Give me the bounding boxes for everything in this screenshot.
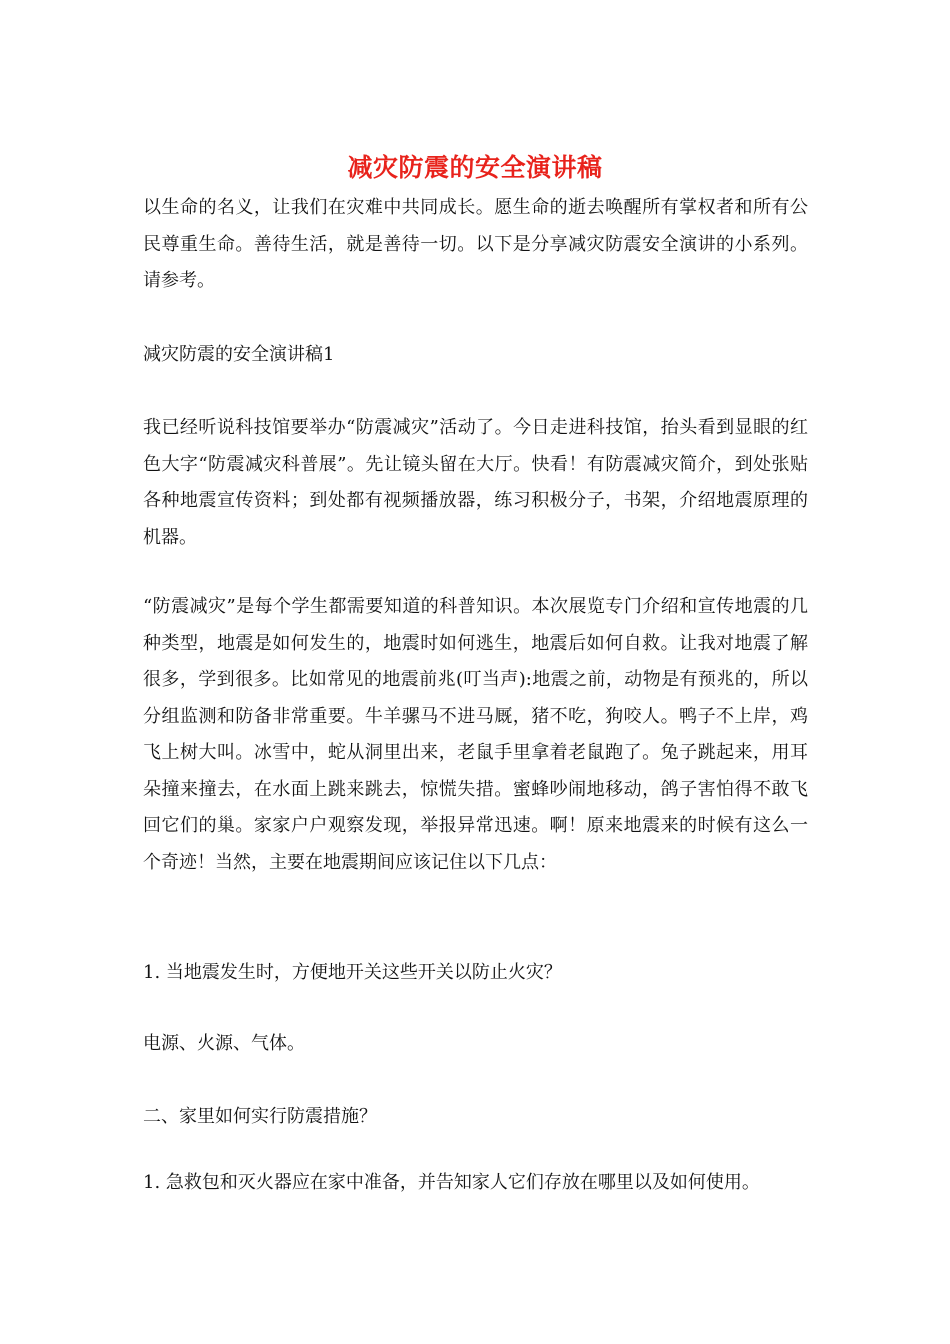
document-title: 减灾防震的安全演讲稿 (347, 153, 603, 182)
visit-paragraph: 我已经听说科技馆要举办“防震减灾”活动了。今日走进科技馆，抬头看到显眼的红色大字“防震减灾科普展”。先让镜头留在大厅。快看！有防震减灾简介，到处张贴各种地震宣传资料；到处都有视频播放器，练习积极分子，书架，介绍地震原理的机器。 (143, 417, 808, 548)
knowledge-paragraph: “防震减灾”是每个学生都需要知道的科普知识。本次展览专门介绍和宣传地震的几种类型，地震是如何发生的，地震时如何逃生，地震后如何自救。让我对地震了解很多，学到很多。比如常见的地震前兆(叮当声):地震之前，动物是有预兆的，所以分组监测和防备非常重要。牛羊骡马不进马厩，猪不吃，狗咬人。鸭子不上岸，鸡飞上树大叫。冰雪中，蛇从洞里出来，老鼠手里拿着老鼠跑了。兔子跳起来，用耳朵撞来撞去，在水面上跳来跳去，惊慌失措。蜜蜂吵闹地移动，鸽子害怕得不敢飞回它们的巢。家家户户观察发现，举报异常迅速。啊！原来地震来的时候有这么一个奇迹！当然，主要在地震期间应该记住以下几点： (143, 596, 808, 873)
question-1: 1. 当地震发生时，方便地开关这些开关以防止火灾？ (143, 962, 562, 983)
section-heading-2: 二、家里如何实行防震措施？ (143, 1106, 377, 1127)
intro-paragraph: 以生命的名义，让我们在灾难中共同成长。愿生命的逝去唤醒所有掌权者和所有公民尊重生命。善待生活，就是善待一切。以下是分享减灾防震安全演讲的小系列。请参考。 (143, 197, 808, 291)
tip-1: 1. 急救包和灭火器应在家中准备，并告知家人它们存放在哪里以及如何使用。 (143, 1172, 760, 1193)
answer-1: 电源、火源、气体。 (143, 1033, 305, 1054)
section-heading-1: 减灾防震的安全演讲稿1 (143, 344, 335, 365)
